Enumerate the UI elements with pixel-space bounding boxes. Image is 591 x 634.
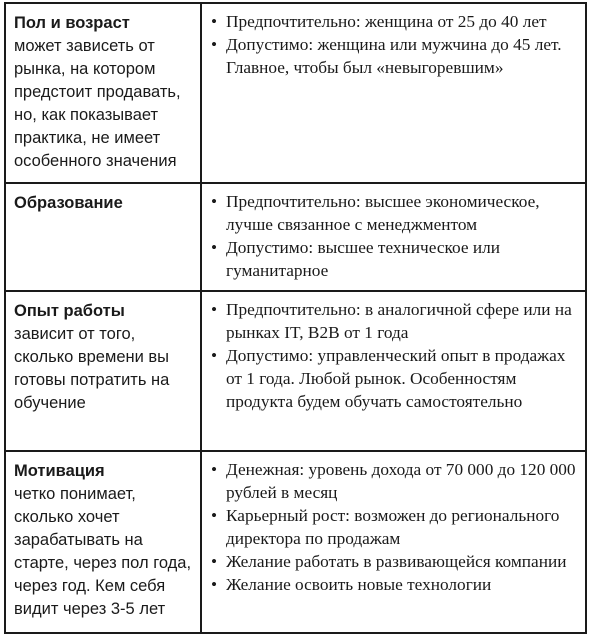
criterion-cell	[6, 4, 202, 182]
criterion-title: Опыт работы	[14, 302, 125, 320]
table-row-motivation	[6, 450, 585, 632]
criterion-title: Мотивация	[14, 462, 105, 480]
requirements-list	[210, 298, 579, 413]
requirements-cell	[202, 184, 585, 290]
criterion-description: может зависеть от рынка, на котором предстоит продавать, но, как показывает практика, не имеет особенного значения	[14, 37, 181, 170]
requirements-list	[210, 10, 579, 79]
table-row-experience	[6, 290, 585, 450]
criterion-cell	[6, 292, 202, 450]
list-item: • Допустимо: высшее техническое или гуманитарное	[210, 236, 579, 282]
list-item: • Денежная: уровень дохода от 70 000 до 120 000 рублей в месяц	[210, 458, 579, 504]
list-item: • Предпочтительно: женщина от 25 до 40 лет	[210, 10, 579, 33]
list-item: • Желание освоить новые технологии	[210, 573, 579, 596]
criterion-description: зависит от того, сколько времени вы готовы потратить на обучение	[14, 325, 170, 412]
list-item: • Желание работать в развивающейся компании	[210, 550, 579, 573]
requirements-cell	[202, 292, 585, 450]
table-row-education	[6, 182, 585, 290]
list-item: • Предпочтительно: высшее экономическое, лучше связанное с менеджментом	[210, 190, 579, 236]
requirements-table	[4, 2, 587, 634]
criterion-cell	[6, 184, 202, 290]
requirements-list	[210, 458, 579, 596]
criterion-cell	[6, 452, 202, 632]
criterion-title: Пол и возраст	[14, 14, 130, 32]
list-item: • Предпочтительно: в аналогичной сфере или на рынках IT, B2B от 1 года	[210, 298, 579, 344]
requirements-list	[210, 190, 579, 282]
requirements-cell	[202, 452, 585, 632]
criterion-description: четко понимает, сколько хочет зарабатывать на старте, через пол года, через год. Кем себя видит через 3-5 лет	[14, 485, 192, 618]
criterion-title: Образование	[14, 194, 123, 212]
table-row-gender-age	[6, 4, 585, 182]
list-item: • Допустимо: женщина или мужчина до 45 лет. Главное, чтобы был «невыгоревшим»	[210, 33, 579, 79]
list-item: • Карьерный рост: возможен до регионального директора по продажам	[210, 504, 579, 550]
requirements-cell	[202, 4, 585, 182]
list-item: • Допустимо: управленческий опыт в продажах от 1 года. Любой рынок. Особенностям продукта будем обучать самостоятельно	[210, 344, 579, 413]
